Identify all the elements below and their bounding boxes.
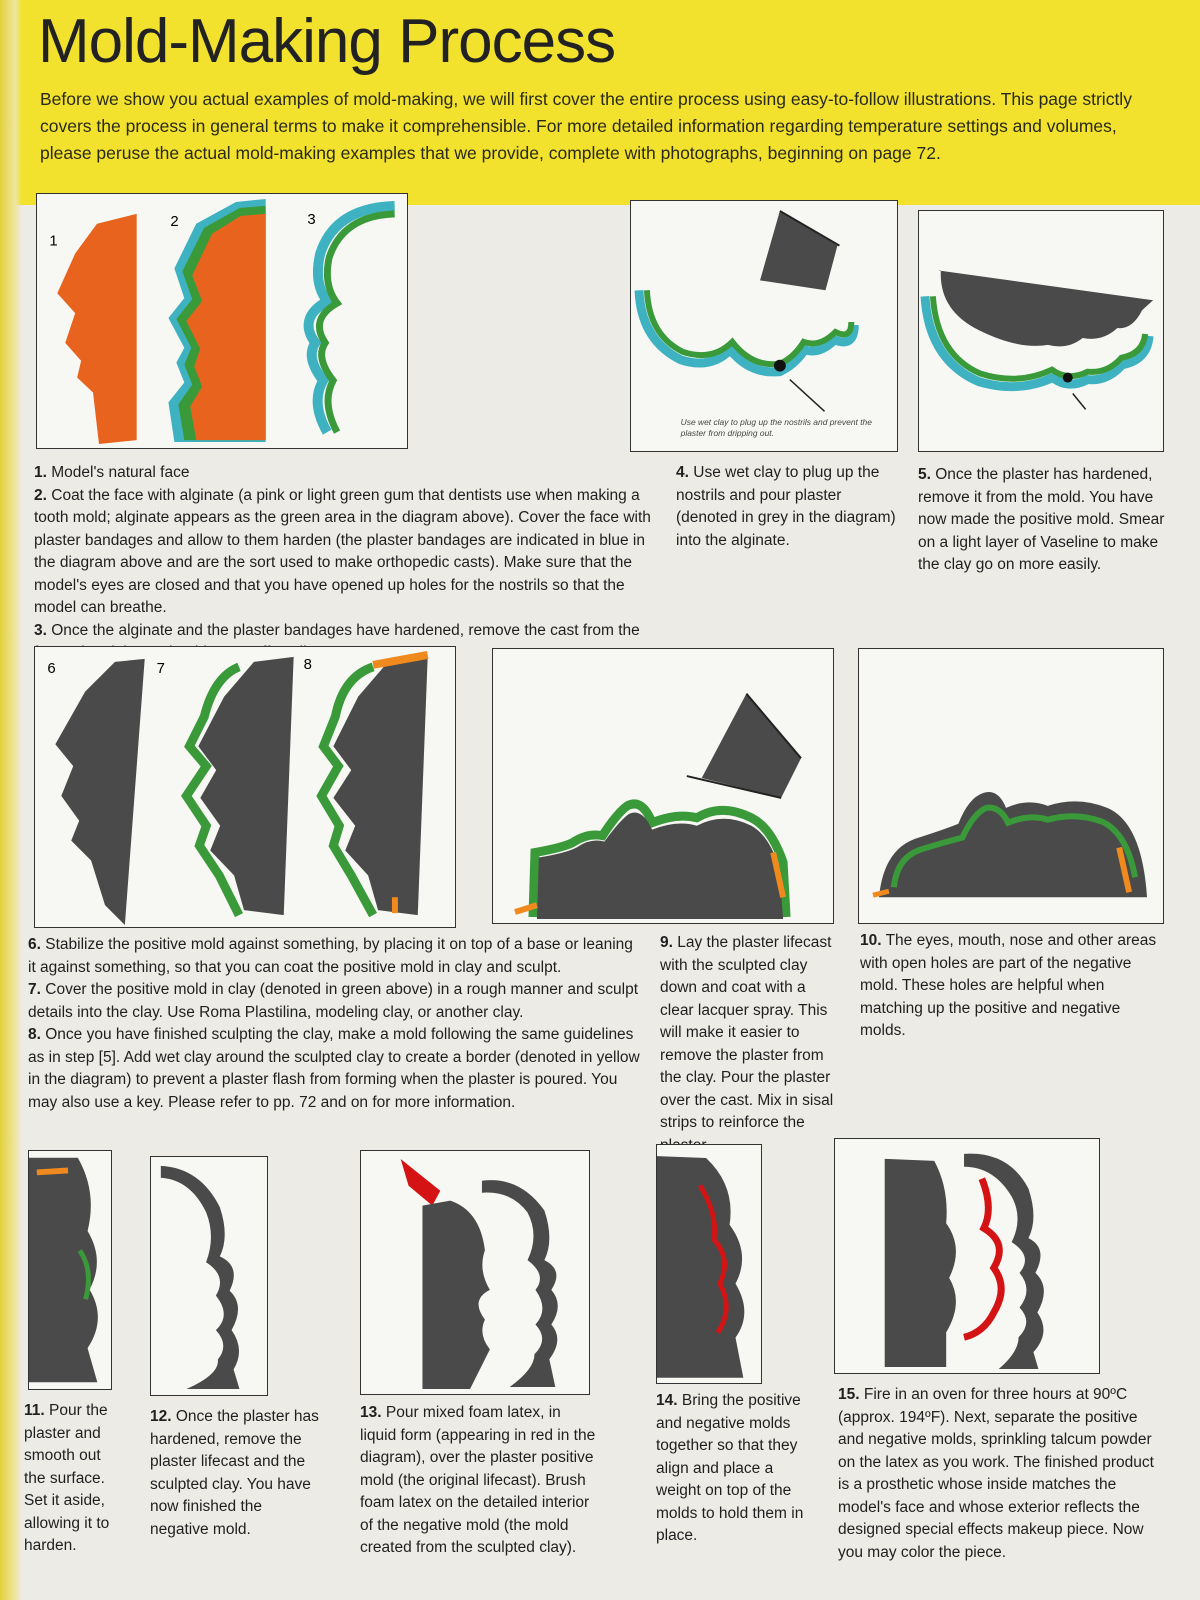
step-10-text: The eyes, mouth, nose and other areas with open holes are part of the negative mold. These holes are helpful when matching up the positive and negative molds.	[860, 932, 1157, 1039]
positive-plaster	[939, 271, 1153, 347]
figure-step-9	[492, 648, 834, 924]
figure-step-12	[150, 1156, 268, 1396]
positive-mold	[422, 1201, 489, 1389]
step-12-text: Once the plaster has hardened, remove the plaster lifecast and the sculpted clay. You have now finished the negative mold.	[150, 1408, 319, 1538]
clay-plug	[1063, 373, 1073, 383]
latex-pour	[401, 1159, 441, 1206]
caption-step-12	[150, 1406, 320, 1541]
caption-step-13	[360, 1402, 600, 1560]
negative-mold	[964, 1154, 1044, 1369]
step-11-number: 11.	[24, 1402, 45, 1419]
lifecast-down	[537, 813, 783, 920]
figure-step-11	[28, 1150, 112, 1390]
caption-step-6-8	[28, 934, 640, 1114]
caption-step-11	[24, 1400, 124, 1558]
pour-latex-illustration	[361, 1151, 589, 1394]
plaster-over-cast	[879, 792, 1147, 897]
figure-step-5	[918, 210, 1164, 452]
step-14-number: 14.	[656, 1392, 678, 1409]
positive-mold	[885, 1159, 956, 1367]
intro-paragraph: Before we show you actual examples of mold-making, we will first cover the entire process using easy-to-follow illustrations. This page strictly covers the process in general terms to make it comprehensible. For more detailed information regarding temperature settings and volumes, please peruse the actual mold-making examples that we provide, complete with photographs, beginning on page 72.	[40, 89, 1132, 163]
finished-prosthetic-illustration	[835, 1139, 1099, 1373]
step-4-number: 4.	[676, 464, 689, 481]
caption-step-5	[918, 464, 1168, 577]
step-8-number: 8.	[28, 1026, 41, 1043]
face-cast-illustration	[37, 194, 407, 448]
label-6: 6	[47, 660, 56, 677]
step-4-text: Use wet clay to plug up the nostrils and pour plaster (denoted in grey in the diagram) into the alginate.	[676, 464, 896, 549]
step-6-text: Stabilize the positive mold against something, by placing it on top of a base or leaning it against something, so that you can coat the positive mold in clay and sculpt.	[28, 936, 633, 976]
wet-clay-note: Use wet clay to plug up the nostrils and prevent the plaster from dripping out.	[680, 417, 872, 439]
step-12-number: 12.	[150, 1408, 172, 1425]
pour-plaster-illustration	[631, 201, 897, 451]
pour-plaster-cast-illustration	[29, 1151, 111, 1389]
step-3-text: Once the alginate and the plaster bandages have hardened, remove the cast from the	[51, 621, 640, 639]
figure-step-14	[656, 1144, 762, 1384]
step-13-text: Pour mixed foam latex, in liquid form (appearing in red in the diagram), over the plaster positive mold (the original lifecast). Brush foam latex on the detailed interior of the negative mold (the mold created from the sculpted clay).	[360, 1404, 596, 1556]
step-1-text: Model's natural face	[51, 464, 190, 481]
lay-cast-illustration	[493, 649, 833, 923]
label-1: 1	[49, 233, 58, 250]
step-8-text: Once you have finished sculpting the clay, make a mold following the same guidelines as in step [5]. Add wet clay around the sculpted clay to create a border (denoted in yellow in the diagram) to prevent a plaster flash from forming when the plaster is poured. You may also use a key. Please refer to pp. 72 and on for more information.	[28, 1026, 640, 1111]
caption-step-9	[660, 932, 840, 1157]
figure-steps-6-8	[34, 646, 456, 928]
page-edge	[0, 0, 22, 1600]
page-title: Mold-Making Process	[38, 7, 616, 76]
step-15-text: Fire in an oven for three hours at 90ºC (approx. 194ºF). Next, separate the positive and negative molds, sprinkling talcum powder on the latex as you work. The finished product is a prosthetic whose inside matches the model's face and whose exterior reflects the designed special effects makeup piece. Now you may color the piece.	[838, 1386, 1154, 1561]
step-5-number: 5.	[918, 466, 931, 483]
step-1-number: 1.	[34, 464, 47, 481]
latex-prosthetic	[964, 1179, 1001, 1338]
caption-step-15	[838, 1384, 1158, 1564]
positive-mold-sculpt-illustration	[35, 647, 455, 927]
step-10-number: 10.	[860, 932, 882, 949]
step-9-text: Lay the plaster lifecast with the sculpted clay down and coat with a clear lacquer spray. This will make it easier to remove the plaster from the clay. Pour the plaster over the cast. Mix in sisal strips to reinforce the	[660, 934, 834, 1131]
bandage-shell	[639, 290, 854, 372]
step-3-number: 3.	[34, 621, 47, 639]
step-7-number: 7.	[28, 981, 41, 998]
positive-mold-illustration	[919, 211, 1163, 451]
step-11-text: Pour the plaster and smooth out the surface. Set it aside, allowing it to harden.	[24, 1402, 110, 1554]
step-7-text: Cover the positive mold in clay (denoted in green above) in a rough manner and sculpt details into the clay. Use Roma Plastilina, modeling clay, or another clay.	[28, 981, 639, 1021]
step-2-number: 2.	[34, 486, 47, 504]
label-3: 3	[307, 211, 316, 228]
align-molds-illustration	[657, 1145, 761, 1383]
negative-mold	[482, 1180, 558, 1387]
step-13-number: 13.	[360, 1404, 382, 1421]
figure-steps-1-3	[36, 193, 408, 449]
step-15-number: 15.	[838, 1386, 860, 1403]
negative-mold-shell	[161, 1166, 240, 1389]
alginate-shell-3	[319, 214, 394, 432]
nostril-clay-plug	[774, 360, 786, 372]
figure-step-13	[360, 1150, 590, 1395]
caption-step-4	[676, 462, 906, 552]
caption-step-1-3	[34, 462, 654, 665]
negative-mold-shell-illustration	[151, 1157, 267, 1395]
positive-mold-6	[55, 659, 144, 925]
label-8: 8	[303, 656, 312, 673]
negative-mold-illustration	[859, 649, 1163, 923]
figure-step-15	[834, 1138, 1100, 1374]
step-14-text: Bring the positive and negative molds together so that they align and place a weight on top of the molds to hold them in place.	[656, 1392, 804, 1544]
step-9-number: 9.	[660, 934, 673, 951]
figure-step-10	[858, 648, 1164, 924]
step-2-text: Coat the face with alginate (a pink or light green gum that dentists use when making a tooth mold; alginate appears as the green area in the diagram above). Cover the face with plaster bandages and allow to them harden (the plaster bandages are indicated in blue in the diagram above and are the sort used to make orthopedic casts). Make sure that the model's eyes are closed and that you have opened up holes for the nostrils so that the model can breathe.	[34, 486, 651, 616]
label-7: 7	[156, 660, 165, 677]
label-2: 2	[170, 213, 179, 230]
step-6-number: 6.	[28, 936, 41, 953]
step-5-text: Once the plaster has hardened, remove it from the mold. You have now made the positive mold. Smear on a light layer of Vaseline to make the clay go on more easily.	[918, 466, 1165, 573]
caption-step-10	[860, 930, 1170, 1043]
border-clay	[37, 1170, 68, 1172]
caption-step-14	[656, 1390, 806, 1548]
figure-step-4	[630, 200, 898, 452]
model-face	[57, 214, 136, 444]
